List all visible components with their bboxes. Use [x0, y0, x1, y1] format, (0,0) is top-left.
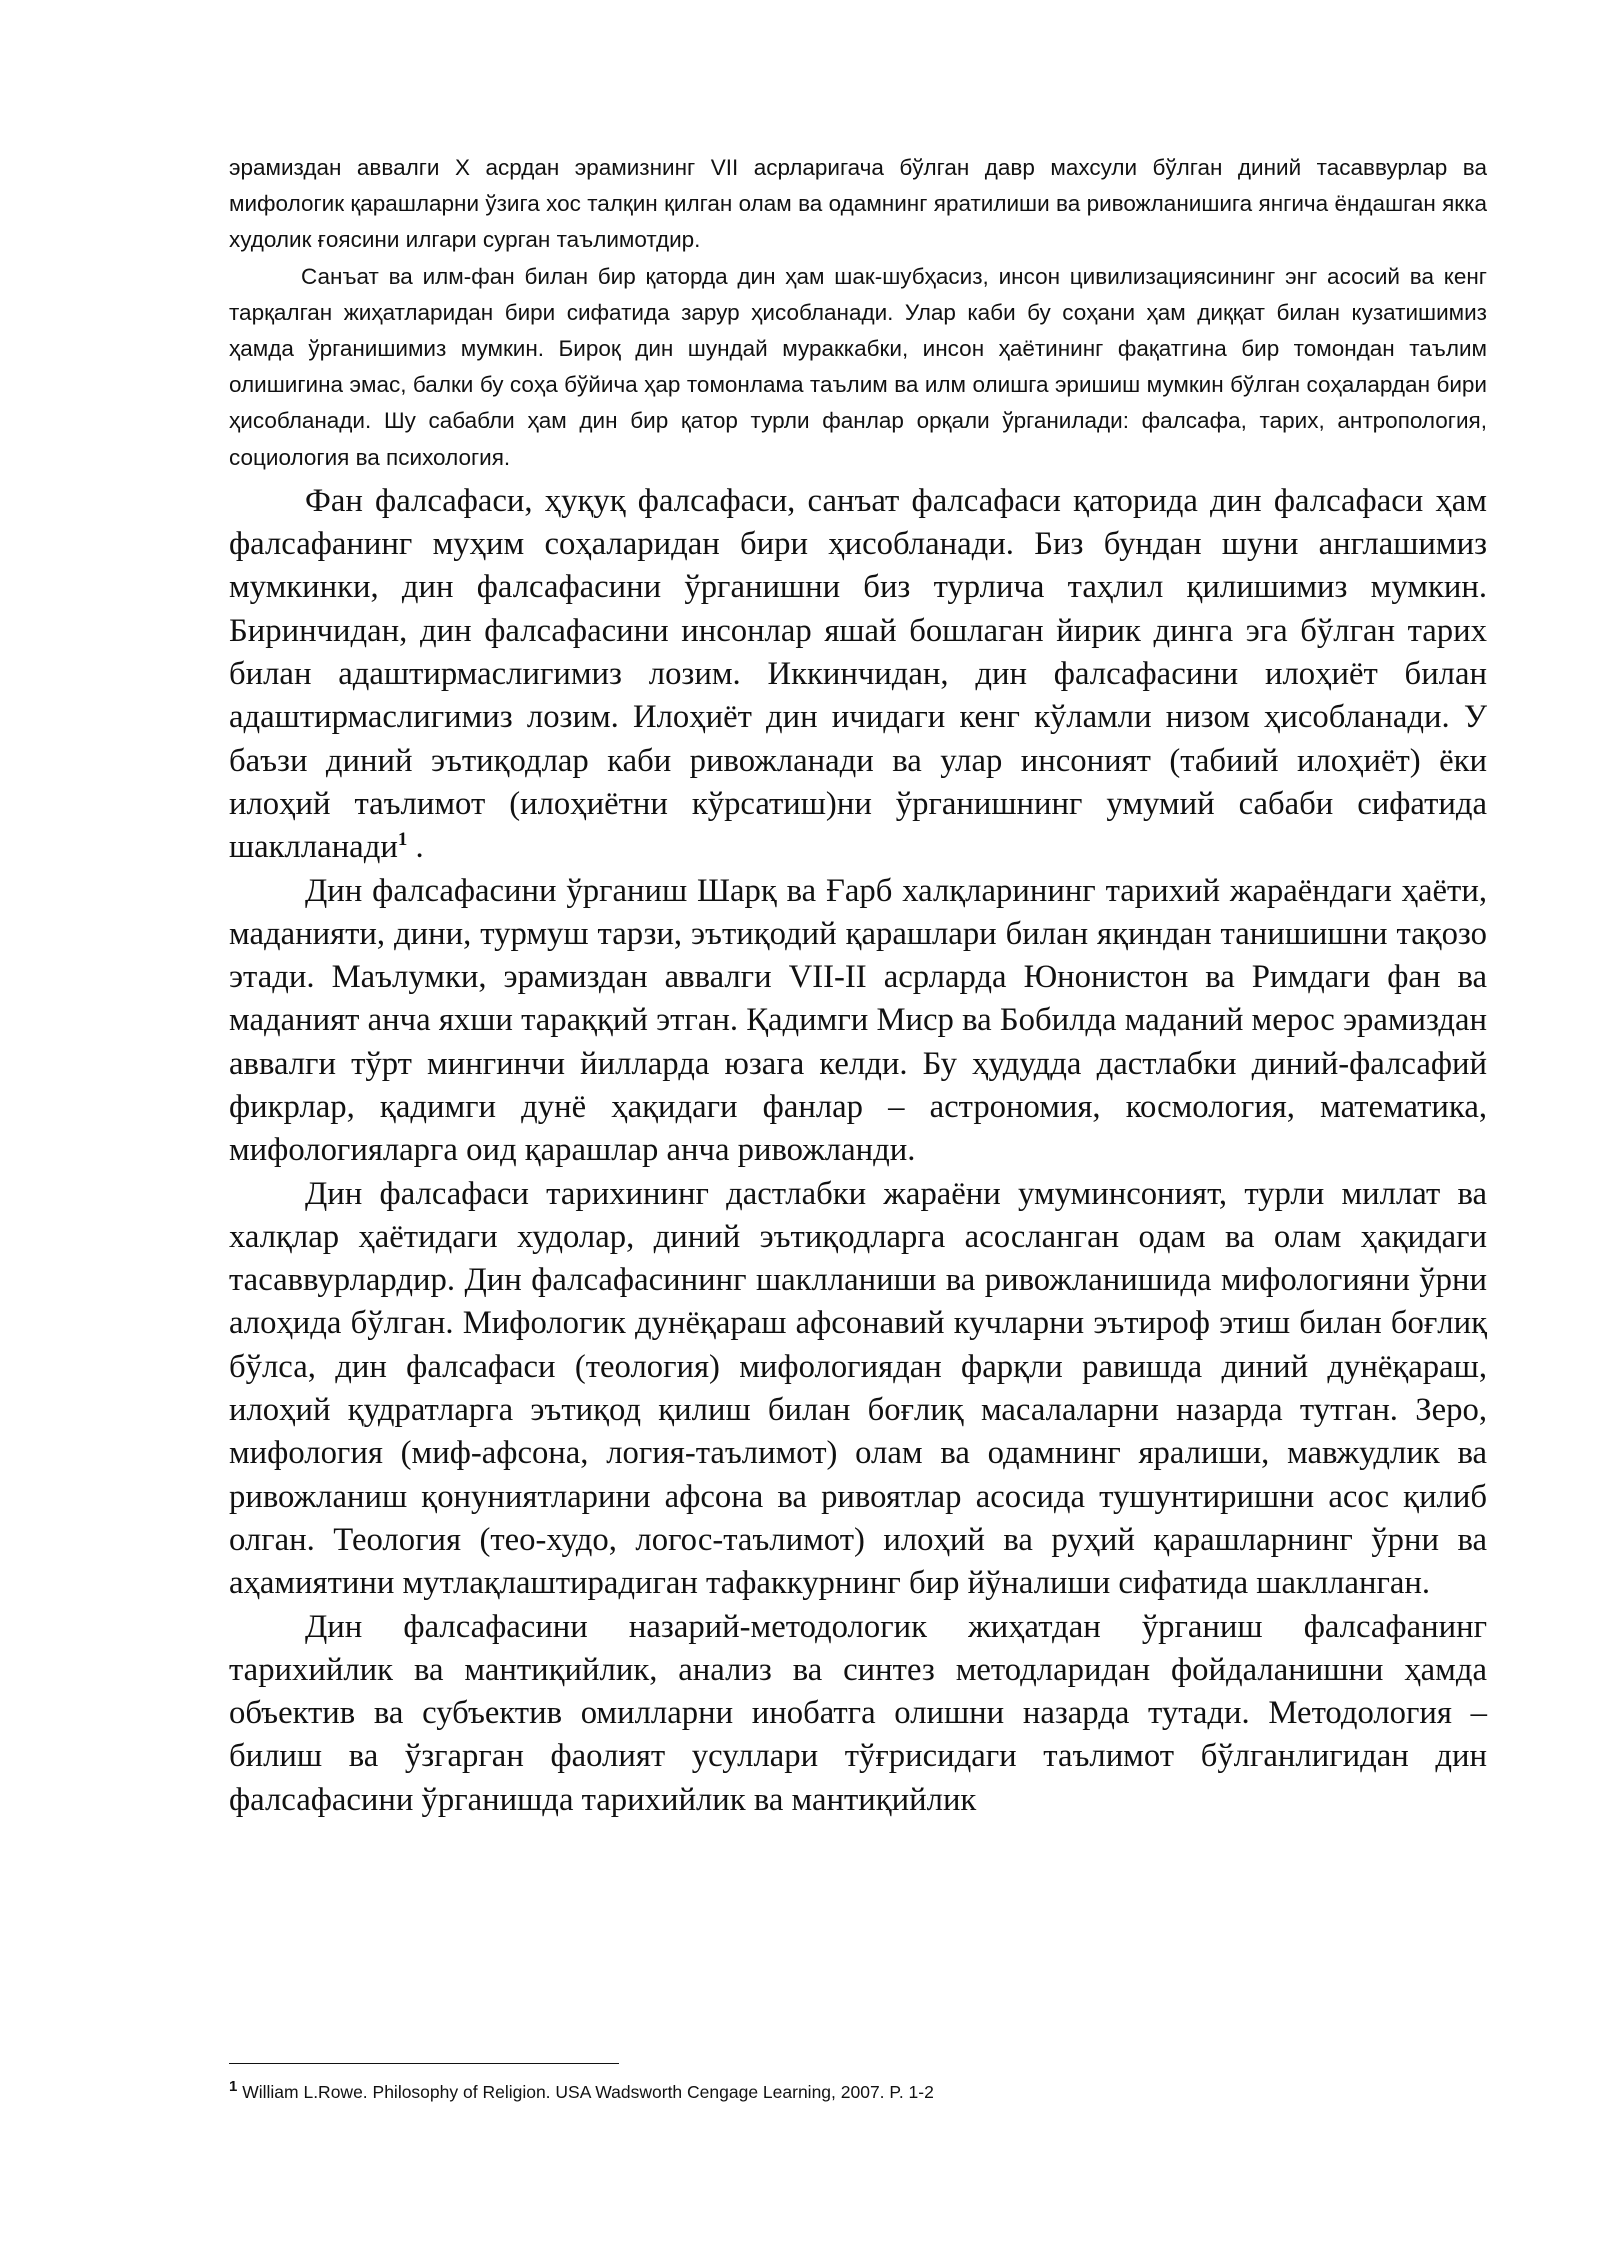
footnote-separator	[229, 2063, 619, 2064]
paragraph-ending: .	[407, 829, 424, 866]
paragraph-mythology: Дин фалсафаси тарихининг дастлабки жараёни умуминсоният, турли миллат ва халқлар ҳаётидаги худолар, диний эътиқодларга асосланган одам ва олам ҳақидаги тасаввурлардир. Дин фалсафасининг шаклланиши ва ривожланишида мифологияни ўрни алоҳида бўлган. Мифологик дунёқараш афсонавий кучларни эътироф этиш билан боғлиқ бўлса, дин фалсафаси (теология) мифологиядан фарқли равишда диний дунёқараш, илоҳий қудратларга эътиқод қилиш билан боғлиқ масалаларни назарда тутган. Зеро, мифология (миф-афсона, логия-таълимот) олам ва одамнинг яралиши, мавжудлик ва ривожланиш қонуниятларини афсона ва ривоятлар асосида тушунтиришни асос қилиб олган. Теология (тео-худо, логос-таълимот) илоҳий ва руҳий қарашларнинг ўрни ва аҳамиятини мутлақлаштирадиган тафаккурнинг бир йўналиши сифатида шаклланган.	[229, 1175, 1487, 1602]
footnote-text: William L.Rowe. Philosophy of Religion. USA Wadsworth Cengage Learning, 2007. P. 1-2	[242, 2082, 934, 2102]
footnote-number: 1	[229, 2078, 238, 2096]
paragraph-religion-study: Санъат ва илм-фан билан бир қаторда дин ҳам шак-шубҳасиз, инсон цивилизациясининг энг асосий ва кенг тарқалган жиҳатларидан бири сифатида зарур ҳисобланади. Улар каби бу соҳани ҳам диққат билан кузатишимиз ҳамда ўрганишимиз мумкин. Бироқ дин шундай мураккабки, инсон ҳаётининг фақатгина бир томондан таълим олишигина эмас, балки бу соҳа бўйича ҳар томонлама таълим ва илм олишга эришиш мумкин бўлган соҳалардан бири ҳисобланади. Шу сабабли ҳам дин бир қатор турли фанлар орқали ўрганилади: фалсафа, тарих, антропология, социология ва психология.	[229, 263, 1487, 470]
page-body	[229, 150, 1487, 1822]
footnote	[229, 2080, 1487, 2104]
paragraph-text: Фан фалсафаси, ҳуқуқ фалсафаси, санъат фалсафаси қаторида дин фалсафаси ҳам фалсафанинг муҳим соҳаларидан бири ҳисобланади. Биз бундан шуни англашимиз мумкинки, дин фалсафасини ўрганишни биз турлича таҳлил қилишимиз мумкин. Биринчидан, дин фалсафасини инсонлар яшай бошлаган йирик динга эга бўлган тарих билан адаштирмаслигимиз лозим. Иккинчидан, дин фалсафасини илоҳиёт билан адаштирмаслигимиз лозим. Илоҳиёт дин ичидаги кенг кўламли низом ҳисобланади. У баъзи диний эътиқодлар каби ривожланади ва улар инсоният (табиий илоҳиёт) ёки илоҳий таълимот (илоҳиётни кўрсатиш)ни ўрганишнинг умумий сабаби сифатида шаклланади	[229, 482, 1487, 866]
paragraph-methodology: Дин фалсафасини назарий-методологик жиҳатдан ўрганиш фалсафанинг тарихийлик ва мантиқийлик, анализ ва синтез методларидан фойдаланишни ҳамда объектив ва субъектив омилларни инобатга олишни назарда тутади. Методология – билиш ва ўзгарган фаолият усуллари тўғрисидаги таълимот бўлганлигидан дин фалсафасини ўрганишда тарихийлик ва мантиқийлик	[229, 1608, 1487, 1818]
paragraph-philosophy-of-religion	[229, 480, 1487, 870]
paragraph-east-west: Дин фалсафасини ўрганиш Шарқ ва Ғарб халқларининг тарихий жараёндаги ҳаёти, маданияти, дини, турмуш тарзи, эътиқодий қарашлари билан яқиндан танишишни тақозо этади. Маълумки, эрамиздан аввалги VII-II асрларда Юнонистон ва Римдаги фан ва маданият анча яхши тараққий этган. Қадимги Миср ва Бобилда маданий мерос эрамиздан аввалги тўрт мингинчи йилларда юзага келди. Бу ҳудудда дастлабки диний-фалсафий фикрлар, қадимги дунё ҳақидаги фанлар – астрономия, космология, математика, мифологияларга оид қарашлар анча ривожланди.	[229, 872, 1487, 1169]
footnote-reference[interactable]: 1	[397, 829, 408, 851]
paragraph-continuation: эрамиздан аввалги X асрдан эрамизнинг VII асрларигача бўлган давр махсули бўлган диний тасаввурлар ва мифологик қарашларни ўзига хос талқин қилган олам ва одамнинг яратилиши ва ривожланишига янгича ёндашган якка худолик ғоясини илгари сурган таълимотдир.	[229, 155, 1487, 253]
